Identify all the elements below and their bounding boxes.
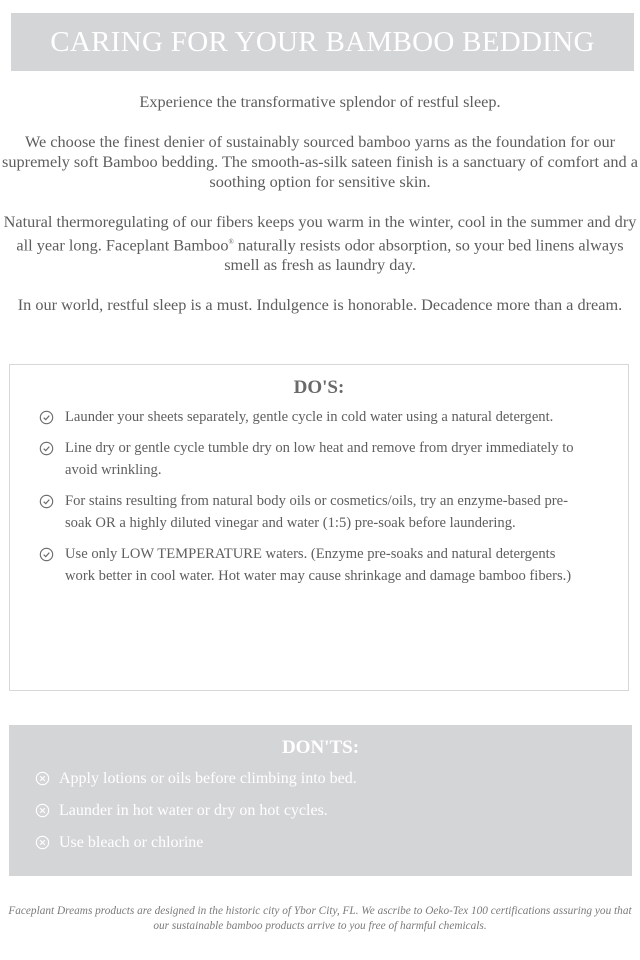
- dos-section: [9, 364, 629, 691]
- intro-tagline: Experience the transformative splendor of restful sleep.: [139, 92, 501, 111]
- intro-paragraph-3: In our world, restful sleep is a must. Indulgence is honorable. Decadence more than a dream.: [17, 295, 623, 315]
- donts-section: [9, 725, 632, 876]
- dos-list-item: [38, 490, 578, 534]
- dos-item-text: Use only LOW TEMPERATURE waters. (Enzyme pre-soaks and natural detergents work better in cool water. Hot water may cause shrinkage and damage bamboo fibers.): [65, 546, 572, 584]
- footer-note: Faceplant Dreams products are designed in the historic city of Ybor City, FL. We ascribe to Oeko-Tex 100 certifications assuring you that our sustainable bamboo products arrive to you free of harmful chemicals.: [8, 905, 632, 932]
- donts-list: [35, 768, 595, 864]
- dos-list-item: [38, 437, 578, 481]
- dos-item-text: For stains resulting from natural body oils or cosmetics/oils, try an enzyme-based pre-soak OR a highly diluted vinegar and water (1:5) pre-soak before laundering.: [65, 493, 568, 531]
- title-banner: [11, 13, 634, 71]
- donts-item-text: Apply lotions or oils before climbing into bed.: [59, 770, 357, 787]
- x-circle-icon: [35, 835, 50, 850]
- check-circle-icon: [39, 494, 54, 509]
- check-circle-icon: [39, 441, 54, 456]
- intro-paragraph-2: [2, 212, 638, 275]
- dos-list: [38, 406, 578, 596]
- donts-title: DON'TS:: [281, 737, 360, 758]
- registered-mark: ®: [228, 238, 234, 246]
- check-circle-icon: [39, 547, 54, 562]
- intro-paragraph-2-end: naturally resists odor absorption, so your bed linens always smell as fresh as laundry day.: [224, 235, 624, 275]
- intro-paragraph-1: We choose the finest denier of sustainably sourced bamboo yarns as the foundation for our supremely soft Bamboo bedding. The smooth-as-silk sateen finish is a sanctuary of comfort and a soothing option for sensitive skin.: [2, 132, 638, 191]
- dos-list-item: [38, 543, 578, 587]
- donts-list-item: [35, 768, 595, 790]
- x-circle-icon: [35, 771, 50, 786]
- dos-item-text: Line dry or gentle cycle tumble dry on low heat and remove from dryer immediately to avoid wrinkling.: [65, 440, 574, 478]
- intro-paragraph-2-start: Natural thermoregulating of our fibers keeps you warm in the winter, cool in the summer and dry all year long. Faceplant Bamboo: [3, 212, 637, 255]
- dos-title: DO'S:: [293, 377, 345, 398]
- intro-section: [2, 92, 638, 335]
- donts-item-text: Launder in hot water or dry on hot cycles.: [59, 802, 328, 819]
- dos-item-text: Launder your sheets separately, gentle cycle in cold water using a natural detergent.: [65, 409, 554, 425]
- x-circle-icon: [35, 803, 50, 818]
- donts-item-text: Use bleach or chlorine: [59, 834, 204, 851]
- dos-list-item: [38, 406, 578, 428]
- page-title: CARING FOR YOUR BAMBOO BEDDING: [50, 25, 595, 58]
- donts-list-item: [35, 832, 595, 854]
- donts-list-item: [35, 800, 595, 822]
- check-circle-icon: [39, 410, 54, 425]
